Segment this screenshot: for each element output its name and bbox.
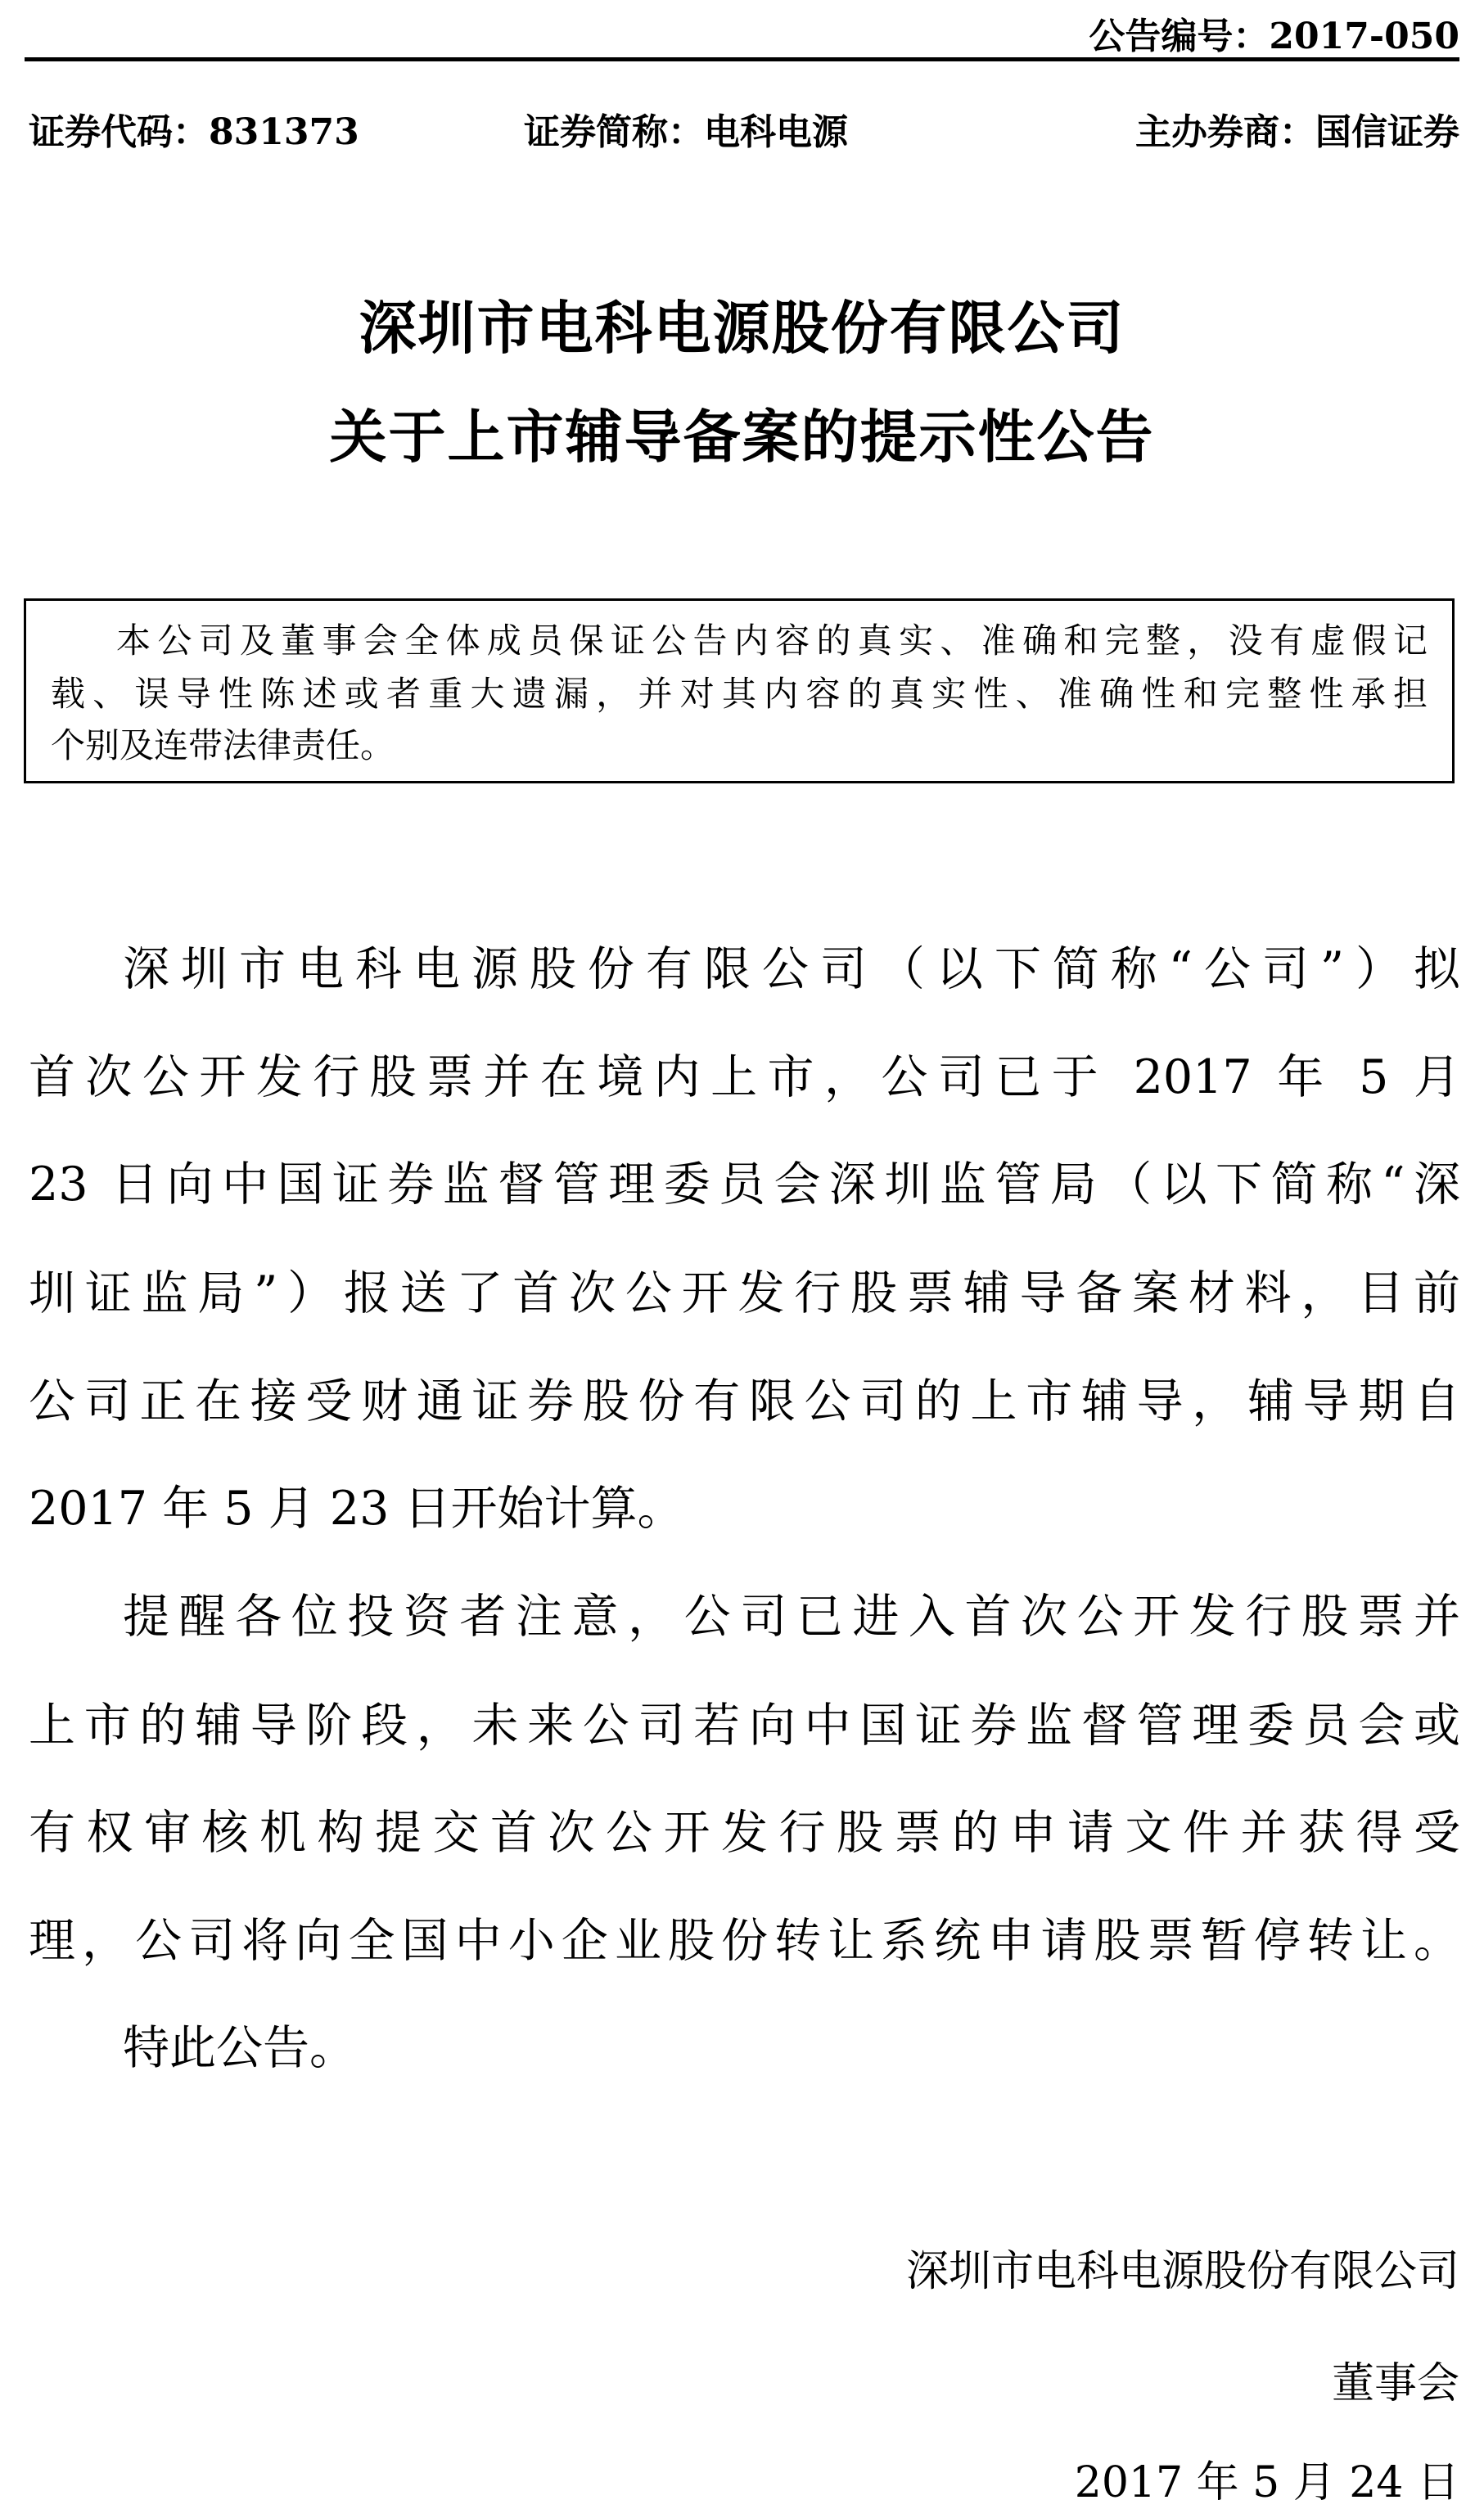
signature-date: 2017 年 5 月 24 日 bbox=[1074, 2458, 1459, 2507]
body-line: 圳证监局”）报送了首次公开发行股票辅导备案材料，目前 bbox=[29, 1266, 1460, 1320]
document-title-line-2: 关于上市辅导备案的提示性公告 bbox=[329, 403, 1155, 471]
closing-line: 特此公告。 bbox=[123, 2021, 356, 2075]
body-line: 公司正在接受财通证券股份有限公司的上市辅导，辅导期自 bbox=[29, 1374, 1460, 1428]
body-line: 有权审核机构提交首次公开发行股票的申请文件并获得受 bbox=[29, 1806, 1460, 1860]
securities-abbreviation: 证券简称：电科电源 bbox=[524, 111, 848, 153]
notice-number: 公告编号：2017-050 bbox=[1089, 16, 1459, 57]
body-line: 23 日向中国证券监督管理委员会深圳监管局（以下简称“深 bbox=[29, 1157, 1460, 1212]
document-title-line-1: 深圳市电科电源股份有限公司 bbox=[359, 294, 1125, 362]
body-line: 首次公开发行股票并在境内上市，公司已于 2017 年 5 月 bbox=[29, 1050, 1460, 1104]
body-line: 上市的辅导阶段，未来公司若向中国证券监督管理委员会或 bbox=[29, 1699, 1460, 1753]
lead-broker: 主办券商：国信证券 bbox=[1135, 111, 1459, 153]
signature-company: 深圳市电科电源股份有限公司 bbox=[905, 2247, 1459, 2296]
body-line: 提醒各位投资者注意，公司已进入首次公开发行股票并 bbox=[123, 1590, 1460, 1644]
disclaimer-line: 本公司及董事会全体成员保证公告内容的真实、准确和完整，没有虚假记 bbox=[116, 620, 1428, 661]
signature-board: 董事会 bbox=[1331, 2359, 1459, 2408]
header-rule bbox=[25, 57, 1459, 61]
disclaimer-box bbox=[24, 598, 1455, 783]
body-line: 深圳市电科电源股份有限公司（以下简称“公司”）拟 bbox=[123, 942, 1460, 996]
disclaimer-line: 载、误导性陈述或者重大遗漏，并对其内容的真实性、准确性和完整性承担 bbox=[51, 674, 1428, 714]
disclaimer-line: 个别及连带法律责任。 bbox=[51, 725, 395, 765]
body-line: 理，公司将向全国中小企业股份转让系统申请股票暂停转让。 bbox=[29, 1914, 1460, 1968]
securities-code: 证券代码：831373 bbox=[29, 111, 359, 153]
body-line: 2017 年 5 月 23 日开始计算。 bbox=[29, 1482, 684, 1536]
